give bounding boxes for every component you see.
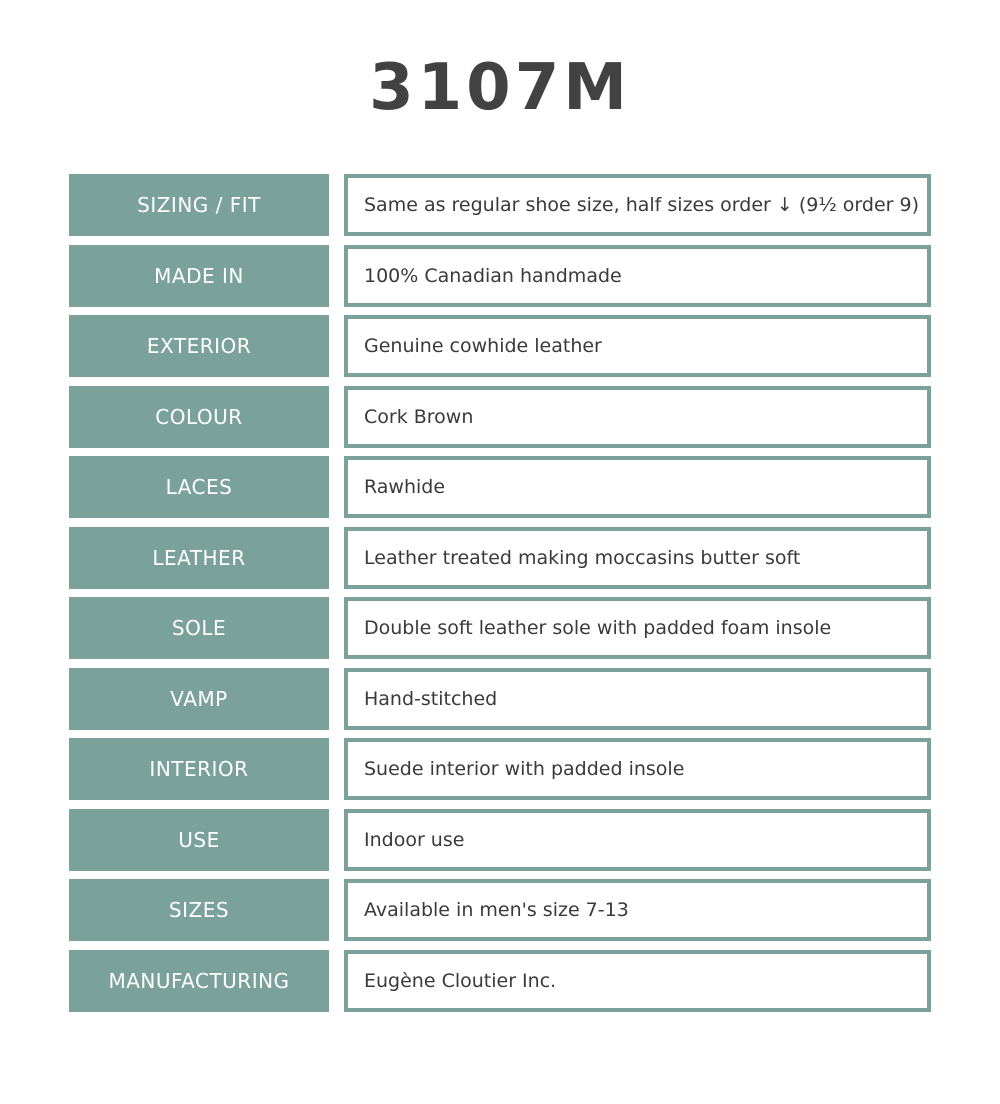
spec-value: Hand-stitched xyxy=(344,668,931,730)
spec-label: COLOUR xyxy=(69,386,329,448)
spec-label: SOLE xyxy=(69,597,329,659)
spec-row-made-in xyxy=(69,245,931,307)
spec-value: Suede interior with padded insole xyxy=(344,738,931,800)
spec-row-leather xyxy=(69,527,931,589)
spec-label: LACES xyxy=(69,456,329,518)
spec-value: Genuine cowhide leather xyxy=(344,315,931,377)
spec-row-vamp xyxy=(69,668,931,730)
spec-label: INTERIOR xyxy=(69,738,329,800)
spec-label: EXTERIOR xyxy=(69,315,329,377)
spec-row-sizing-fit xyxy=(69,174,931,236)
spec-row-use xyxy=(69,809,931,871)
spec-label: VAMP xyxy=(69,668,329,730)
spec-table xyxy=(69,174,931,1020)
product-title: 3107M xyxy=(369,51,631,125)
spec-label: USE xyxy=(69,809,329,871)
spec-value: Same as regular shoe size, half sizes order ↓ (9½ order 9) xyxy=(344,174,931,236)
spec-label: MANUFACTURING xyxy=(69,950,329,1012)
spec-row-sole xyxy=(69,597,931,659)
spec-row-interior xyxy=(69,738,931,800)
spec-label: SIZES xyxy=(69,879,329,941)
spec-value: Cork Brown xyxy=(344,386,931,448)
spec-row-exterior xyxy=(69,315,931,377)
spec-row-laces xyxy=(69,456,931,518)
spec-label: MADE IN xyxy=(69,245,329,307)
spec-value: Leather treated making moccasins butter soft xyxy=(344,527,931,589)
spec-value: Indoor use xyxy=(344,809,931,871)
spec-value: Double soft leather sole with padded foam insole xyxy=(344,597,931,659)
spec-label: SIZING / FIT xyxy=(69,174,329,236)
spec-row-manufacturing xyxy=(69,950,931,1012)
spec-row-sizes xyxy=(69,879,931,941)
spec-value: Eugène Cloutier Inc. xyxy=(344,950,931,1012)
spec-value: 100% Canadian handmade xyxy=(344,245,931,307)
spec-value: Available in men's size 7-13 xyxy=(344,879,931,941)
spec-value: Rawhide xyxy=(344,456,931,518)
spec-label: LEATHER xyxy=(69,527,329,589)
spec-row-colour xyxy=(69,386,931,448)
